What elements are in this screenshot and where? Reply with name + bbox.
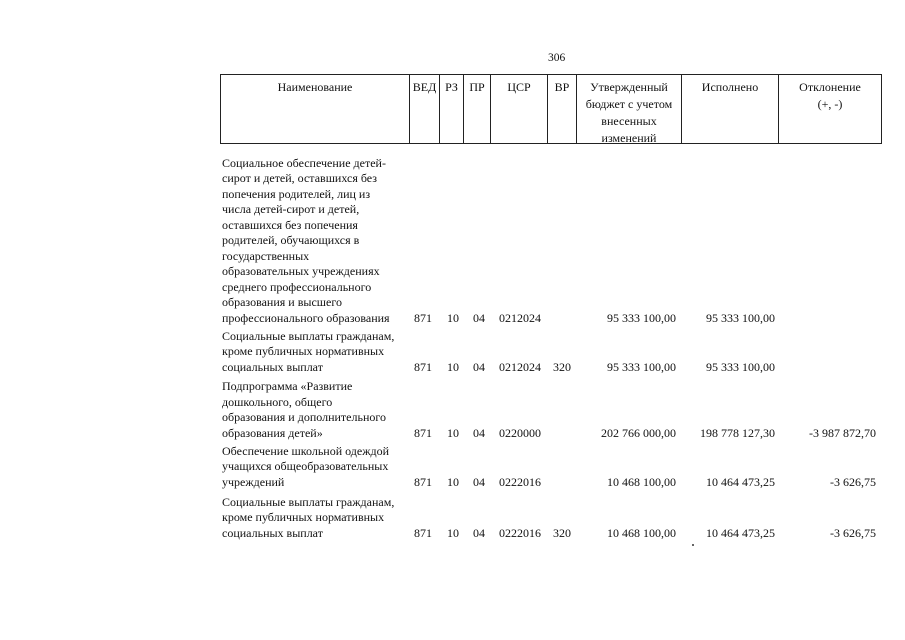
row-csr: 0222016 <box>499 525 541 540</box>
header-ved: ВЕД <box>410 75 440 143</box>
row-ved: 871 <box>414 359 432 374</box>
row-name-line: профессионального образования <box>222 310 390 325</box>
row-ved: 871 <box>414 525 432 540</box>
row-name-line: числа детей-сирот и детей, <box>222 202 360 216</box>
row-name-line: Социальные выплаты гражданам, <box>222 328 395 343</box>
row-name-line: родителей, обучающихся в <box>222 233 360 247</box>
row-rz: 10 <box>447 474 459 489</box>
row-name-line: оставшихся без попечения <box>222 217 358 232</box>
row-executed: 10 464 473,25 <box>706 474 775 489</box>
row-name <box>222 444 412 491</box>
row-budget: 95 333 100,00 <box>607 310 676 325</box>
row-csr: 0212024 <box>499 310 541 325</box>
row-csr: 0222016 <box>499 474 541 489</box>
table-row <box>220 326 882 375</box>
header-deviation-line: (+, -) <box>817 97 843 111</box>
row-pr: 04 <box>473 525 485 540</box>
page-number: 306 <box>548 52 566 64</box>
row-name-line: Подпрограмма «Развитие <box>222 379 353 393</box>
row-budget: 10 468 100,00 <box>607 474 676 489</box>
row-name <box>222 156 412 327</box>
row-name <box>222 329 412 376</box>
row-name-line: учреждений <box>222 474 285 489</box>
table-row <box>220 441 882 490</box>
scan-speck <box>692 544 694 546</box>
row-name-line: попечения родителей, лиц из <box>222 186 371 201</box>
row-ved: 871 <box>414 310 432 325</box>
row-vr: 320 <box>553 525 571 540</box>
table-row <box>220 146 882 326</box>
row-deviation: -3 626,75 <box>830 525 876 540</box>
row-name <box>222 495 412 542</box>
row-rz: 10 <box>447 359 459 374</box>
row-name-line: образования детей» <box>222 425 323 440</box>
row-pr: 04 <box>473 310 485 325</box>
row-budget: 202 766 000,00 <box>601 425 676 440</box>
row-name-line: образования и дополнительного <box>222 410 386 424</box>
row-vr: 320 <box>553 359 571 374</box>
row-deviation: -3 626,75 <box>830 474 876 489</box>
header-rz: РЗ <box>440 75 464 143</box>
row-budget: 95 333 100,00 <box>607 359 676 374</box>
row-name <box>222 379 412 441</box>
header-budget-line: изменений <box>601 131 657 145</box>
row-name-line: сирот и детей, оставшихся без <box>222 171 378 185</box>
row-ved: 871 <box>414 474 432 489</box>
row-pr: 04 <box>473 474 485 489</box>
header-deviation <box>779 75 881 143</box>
row-executed: 10 464 473,25 <box>706 525 775 540</box>
row-name-line: социальных выплат <box>222 525 323 540</box>
row-name-line: кроме публичных нормативных <box>222 344 385 358</box>
row-executed: 95 333 100,00 <box>706 310 775 325</box>
row-name-line: образования и высшего <box>222 295 342 309</box>
row-name-line: образовательных учреждениях <box>222 264 380 278</box>
header-budget <box>577 75 682 143</box>
row-name-line: учащихся общеобразовательных <box>222 459 389 473</box>
header-csr: ЦСР <box>491 75 548 143</box>
header-budget-line: внесенных <box>601 114 657 128</box>
header-name: Наименование <box>221 75 410 143</box>
table-row <box>220 492 882 541</box>
table-row <box>220 375 882 441</box>
row-name-line: Социальное обеспечение детей- <box>222 155 386 170</box>
row-pr: 04 <box>473 425 485 440</box>
row-rz: 10 <box>447 525 459 540</box>
row-deviation: -3 987 872,70 <box>809 425 876 440</box>
row-name-line: Социальные выплаты гражданам, <box>222 494 395 509</box>
header-budget-line: Утвержденный <box>590 80 668 94</box>
row-budget: 10 468 100,00 <box>607 525 676 540</box>
row-csr: 0220000 <box>499 425 541 440</box>
header-pr: ПР <box>464 75 491 143</box>
row-name-line: кроме публичных нормативных <box>222 510 385 524</box>
row-rz: 10 <box>447 425 459 440</box>
row-executed: 198 778 127,30 <box>700 425 775 440</box>
header-budget-line: бюджет с учетом <box>585 97 673 111</box>
row-name-line: социальных выплат <box>222 359 323 374</box>
header-deviation-line: Отклонение <box>799 80 861 94</box>
row-name-line: Обеспечение школьной одеждой <box>222 443 390 458</box>
header-vr: ВР <box>548 75 577 143</box>
row-pr: 04 <box>473 359 485 374</box>
row-name-line: среднего профессионального <box>222 279 372 294</box>
header-executed: Исполнено <box>682 75 779 143</box>
row-csr: 0212024 <box>499 359 541 374</box>
row-ved: 871 <box>414 425 432 440</box>
row-executed: 95 333 100,00 <box>706 359 775 374</box>
row-name-line: государственных <box>222 248 310 263</box>
row-name-line: дошкольного, общего <box>222 394 333 409</box>
row-rz: 10 <box>447 310 459 325</box>
table-header <box>220 74 882 144</box>
